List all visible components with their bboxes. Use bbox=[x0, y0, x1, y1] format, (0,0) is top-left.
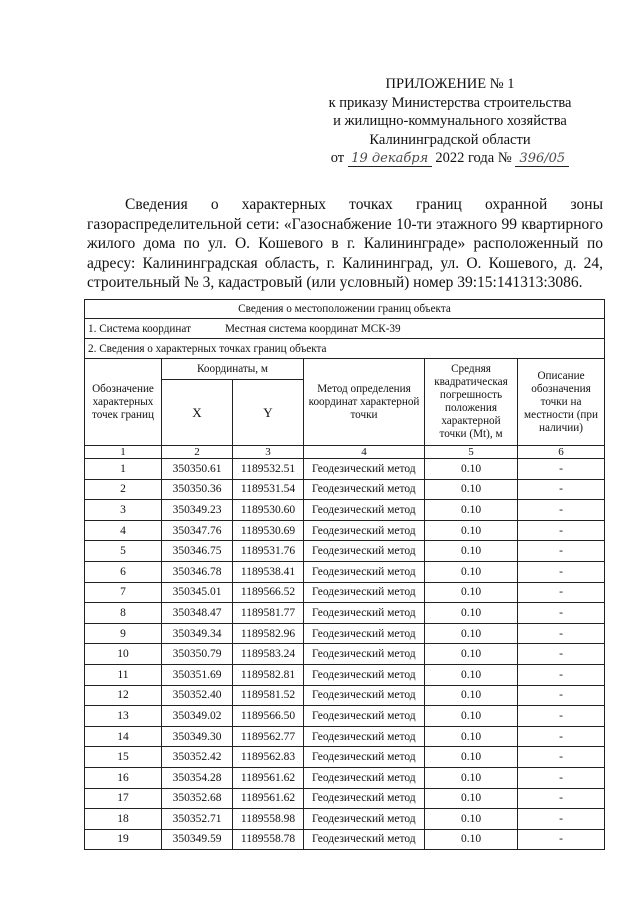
point-number-cell: 13 bbox=[85, 706, 162, 727]
y-coordinate-cell: 1189562.83 bbox=[233, 747, 304, 768]
point-number-cell: 10 bbox=[85, 644, 162, 665]
description-cell: - bbox=[518, 459, 605, 480]
handwritten-date: 19 декабря bbox=[348, 152, 432, 167]
mean-error-cell: 0.10 bbox=[425, 664, 518, 685]
header-y: Y bbox=[233, 380, 304, 446]
x-coordinate-cell: 350350.36 bbox=[162, 479, 233, 500]
table-row bbox=[85, 829, 605, 850]
coordinate-system-value: Местная система координат МСК-39 bbox=[224, 322, 401, 335]
mean-error-cell: 0.10 bbox=[425, 603, 518, 624]
table-row bbox=[85, 788, 605, 809]
description-cell: - bbox=[518, 788, 605, 809]
point-number-cell: 5 bbox=[85, 541, 162, 562]
x-coordinate-cell: 350349.23 bbox=[162, 500, 233, 521]
x-coordinate-cell: 350345.01 bbox=[162, 582, 233, 603]
header-coordinates: Координаты, м bbox=[162, 359, 304, 380]
y-coordinate-cell: 1189581.52 bbox=[233, 685, 304, 706]
appendix-ministry-line: и жилищно-коммунального хозяйства bbox=[333, 113, 567, 129]
description-cell: - bbox=[518, 644, 605, 665]
point-number-cell: 1 bbox=[85, 459, 162, 480]
table-row bbox=[85, 664, 605, 685]
method-cell: Геодезический метод bbox=[304, 644, 425, 665]
description-cell: - bbox=[518, 829, 605, 850]
method-cell: Геодезический метод bbox=[304, 520, 425, 541]
intro-paragraph: Сведения о характерных точках границ охранной зоны газораспределительной сети: «Газоснабжение 10-ти этажного 99 квартирного жилого дома по ул. О. Кошевого в г. Калининграде» расположенный по адресу: Калининградская область, г. Калининград, ул. О. Кошевого, д. 24, строительный № 3, кадастровый (или условный) номер 39:15:141313:3086. bbox=[87, 196, 603, 291]
method-cell: Геодезический метод bbox=[304, 541, 425, 562]
point-number-cell: 16 bbox=[85, 767, 162, 788]
y-coordinate-cell: 1189531.76 bbox=[233, 541, 304, 562]
x-coordinate-cell: 350346.75 bbox=[162, 541, 233, 562]
x-coordinate-cell: 350346.78 bbox=[162, 561, 233, 582]
point-number-cell: 3 bbox=[85, 500, 162, 521]
header-x: X bbox=[162, 380, 233, 446]
mean-error-cell: 0.10 bbox=[425, 623, 518, 644]
description-cell: - bbox=[518, 479, 605, 500]
y-coordinate-cell: 1189558.78 bbox=[233, 829, 304, 850]
date-prefix: от bbox=[330, 150, 345, 166]
method-cell: Геодезический метод bbox=[304, 664, 425, 685]
y-coordinate-cell: 1189530.60 bbox=[233, 500, 304, 521]
appendix-region-line: Калининградской области bbox=[369, 131, 531, 148]
mean-error-cell: 0.10 bbox=[425, 459, 518, 480]
table-body bbox=[85, 459, 605, 850]
table-row bbox=[85, 706, 605, 727]
y-coordinate-cell: 1189582.81 bbox=[233, 664, 304, 685]
points-section-label: 2. Сведения о характерных точках границ объекта bbox=[85, 339, 605, 359]
table-row bbox=[85, 459, 605, 480]
mean-error-cell: 0.10 bbox=[425, 685, 518, 706]
point-number-cell: 19 bbox=[85, 829, 162, 850]
description-cell: - bbox=[518, 767, 605, 788]
table-row bbox=[85, 747, 605, 768]
x-coordinate-cell: 350350.61 bbox=[162, 459, 233, 480]
y-coordinate-cell: 1189566.50 bbox=[233, 706, 304, 727]
method-cell: Геодезический метод bbox=[304, 788, 425, 809]
coordinate-system-row bbox=[85, 319, 605, 339]
x-coordinate-cell: 350348.47 bbox=[162, 603, 233, 624]
point-number-cell: 2 bbox=[85, 479, 162, 500]
table-row bbox=[85, 561, 605, 582]
y-coordinate-cell: 1189538.41 bbox=[233, 561, 304, 582]
mean-error-cell: 0.10 bbox=[425, 500, 518, 521]
method-cell: Геодезический метод bbox=[304, 561, 425, 582]
point-number-cell: 9 bbox=[85, 623, 162, 644]
table-row bbox=[85, 623, 605, 644]
description-cell: - bbox=[518, 706, 605, 727]
y-coordinate-cell: 1189530.69 bbox=[233, 520, 304, 541]
handwritten-order-number: 396/05 bbox=[515, 152, 569, 167]
point-number-cell: 7 bbox=[85, 582, 162, 603]
header-mean-error: Средняя квадратическая погрешность положения характерной точки (Mt), м bbox=[425, 359, 518, 446]
y-coordinate-cell: 1189582.96 bbox=[233, 623, 304, 644]
mean-error-cell: 0.10 bbox=[425, 726, 518, 747]
method-cell: Геодезический метод bbox=[304, 726, 425, 747]
method-cell: Геодезический метод bbox=[304, 747, 425, 768]
x-coordinate-cell: 350349.02 bbox=[162, 706, 233, 727]
table-row bbox=[85, 767, 605, 788]
mean-error-cell: 0.10 bbox=[425, 561, 518, 582]
description-cell: - bbox=[518, 603, 605, 624]
table-row bbox=[85, 479, 605, 500]
description-cell: - bbox=[518, 664, 605, 685]
x-coordinate-cell: 350352.42 bbox=[162, 747, 233, 768]
column-number: 6 bbox=[518, 446, 605, 459]
x-coordinate-cell: 350349.59 bbox=[162, 829, 233, 850]
mean-error-cell: 0.10 bbox=[425, 479, 518, 500]
point-number-cell: 14 bbox=[85, 726, 162, 747]
date-year: 2022 года № bbox=[435, 150, 512, 166]
x-coordinate-cell: 350350.79 bbox=[162, 644, 233, 665]
description-cell: - bbox=[518, 561, 605, 582]
table-row bbox=[85, 644, 605, 665]
method-cell: Геодезический метод bbox=[304, 459, 425, 480]
x-coordinate-cell: 350351.69 bbox=[162, 664, 233, 685]
mean-error-cell: 0.10 bbox=[425, 541, 518, 562]
appendix-date-line bbox=[300, 149, 600, 168]
column-number: 4 bbox=[304, 446, 425, 459]
method-cell: Геодезический метод bbox=[304, 685, 425, 706]
table-row bbox=[85, 603, 605, 624]
method-cell: Геодезический метод bbox=[304, 829, 425, 850]
x-coordinate-cell: 350349.34 bbox=[162, 623, 233, 644]
point-number-cell: 4 bbox=[85, 520, 162, 541]
mean-error-cell: 0.10 bbox=[425, 767, 518, 788]
point-number-cell: 15 bbox=[85, 747, 162, 768]
column-number: 3 bbox=[233, 446, 304, 459]
description-cell: - bbox=[518, 809, 605, 830]
mean-error-cell: 0.10 bbox=[425, 582, 518, 603]
y-coordinate-cell: 1189561.62 bbox=[233, 788, 304, 809]
table-row bbox=[85, 685, 605, 706]
column-number: 5 bbox=[425, 446, 518, 459]
table-row bbox=[85, 726, 605, 747]
method-cell: Геодезический метод bbox=[304, 706, 425, 727]
header-point-designation: Обозначение характерных точек границ bbox=[85, 359, 162, 446]
point-number-cell: 11 bbox=[85, 664, 162, 685]
table-title: Сведения о местоположении границ объекта bbox=[85, 300, 605, 319]
y-coordinate-cell: 1189581.77 bbox=[233, 603, 304, 624]
description-cell: - bbox=[518, 541, 605, 562]
table-row bbox=[85, 809, 605, 830]
x-coordinate-cell: 350352.40 bbox=[162, 685, 233, 706]
y-coordinate-cell: 1189531.54 bbox=[233, 479, 304, 500]
method-cell: Геодезический метод bbox=[304, 623, 425, 644]
description-cell: - bbox=[518, 685, 605, 706]
y-coordinate-cell: 1189532.51 bbox=[233, 459, 304, 480]
x-coordinate-cell: 350354.28 bbox=[162, 767, 233, 788]
column-number: 2 bbox=[162, 446, 233, 459]
appendix-header bbox=[300, 75, 600, 168]
table-row bbox=[85, 520, 605, 541]
mean-error-cell: 0.10 bbox=[425, 520, 518, 541]
description-cell: - bbox=[518, 726, 605, 747]
mean-error-cell: 0.10 bbox=[425, 747, 518, 768]
description-cell: - bbox=[518, 623, 605, 644]
point-number-cell: 8 bbox=[85, 603, 162, 624]
table-row bbox=[85, 582, 605, 603]
y-coordinate-cell: 1189562.77 bbox=[233, 726, 304, 747]
mean-error-cell: 0.10 bbox=[425, 809, 518, 830]
coordinate-system-label: 1. Система координат bbox=[88, 322, 191, 335]
x-coordinate-cell: 350352.71 bbox=[162, 809, 233, 830]
x-coordinate-cell: 350349.30 bbox=[162, 726, 233, 747]
point-number-cell: 12 bbox=[85, 685, 162, 706]
y-coordinate-cell: 1189558.98 bbox=[233, 809, 304, 830]
y-coordinate-cell: 1189561.62 bbox=[233, 767, 304, 788]
x-coordinate-cell: 350347.76 bbox=[162, 520, 233, 541]
appendix-order-line: к приказу Министерства строительства bbox=[328, 94, 572, 111]
column-number: 1 bbox=[85, 446, 162, 459]
description-cell: - bbox=[518, 747, 605, 768]
method-cell: Геодезический метод bbox=[304, 479, 425, 500]
column-number-row bbox=[85, 446, 605, 459]
description-cell: - bbox=[518, 500, 605, 521]
method-cell: Геодезический метод bbox=[304, 603, 425, 624]
method-cell: Геодезический метод bbox=[304, 809, 425, 830]
boundary-points-table bbox=[84, 299, 605, 850]
point-number-cell: 6 bbox=[85, 561, 162, 582]
point-number-cell: 17 bbox=[85, 788, 162, 809]
mean-error-cell: 0.10 bbox=[425, 706, 518, 727]
description-cell: - bbox=[518, 582, 605, 603]
mean-error-cell: 0.10 bbox=[425, 788, 518, 809]
mean-error-cell: 0.10 bbox=[425, 644, 518, 665]
y-coordinate-cell: 1189583.24 bbox=[233, 644, 304, 665]
y-coordinate-cell: 1189566.52 bbox=[233, 582, 304, 603]
point-number-cell: 18 bbox=[85, 809, 162, 830]
table-row bbox=[85, 500, 605, 521]
appendix-title: ПРИЛОЖЕНИЕ № 1 bbox=[385, 76, 515, 92]
description-cell: - bbox=[518, 520, 605, 541]
mean-error-cell: 0.10 bbox=[425, 829, 518, 850]
header-method: Метод определения координат характерной точки bbox=[304, 359, 425, 446]
method-cell: Геодезический метод bbox=[304, 582, 425, 603]
header-description: Описание обозначения точки на местности (при наличии) bbox=[518, 359, 605, 446]
method-cell: Геодезический метод bbox=[304, 500, 425, 521]
x-coordinate-cell: 350352.68 bbox=[162, 788, 233, 809]
method-cell: Геодезический метод bbox=[304, 767, 425, 788]
table-row bbox=[85, 541, 605, 562]
